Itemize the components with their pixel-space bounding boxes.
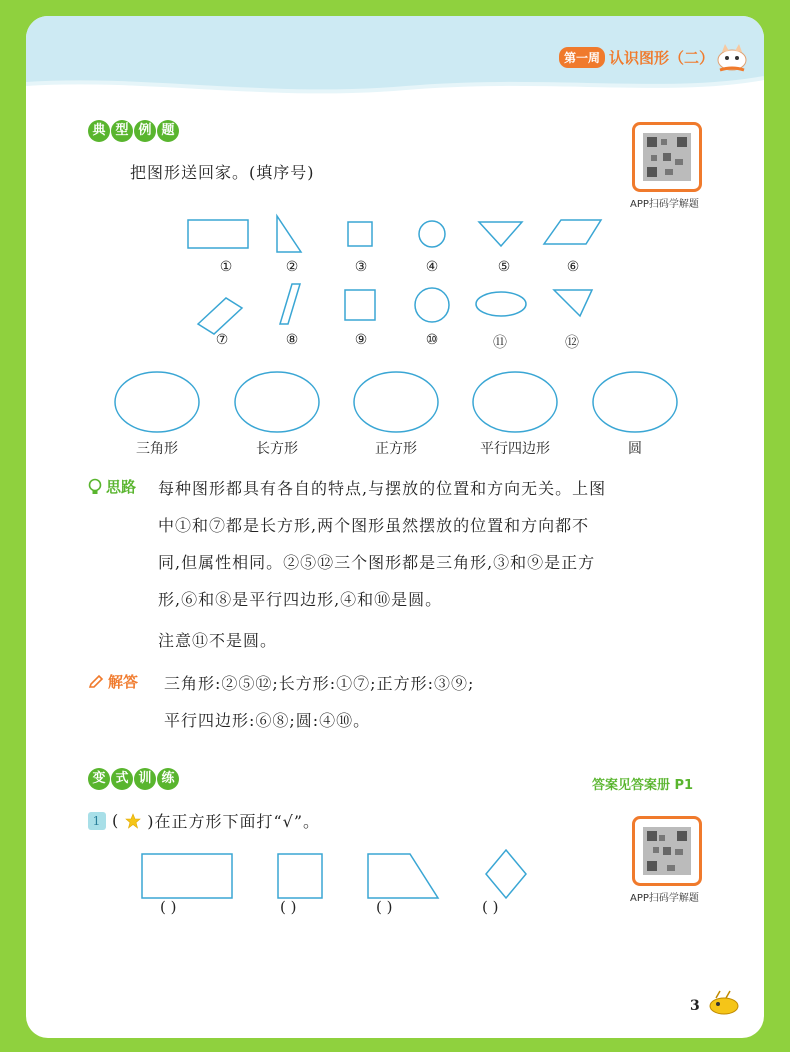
- week-badge: 第一周: [559, 47, 605, 68]
- answer-tag: [88, 671, 138, 692]
- answer-blank[interactable]: ( ): [482, 898, 499, 916]
- shape-label: ⑪: [493, 335, 507, 351]
- home-rectangle: [235, 372, 319, 432]
- thinking-label: 思路: [106, 478, 137, 496]
- home-parallelogram: [473, 372, 557, 432]
- shapes-grid: [176, 212, 616, 352]
- home-label: 三角形: [136, 441, 178, 457]
- star-icon: [125, 813, 141, 829]
- shape-8-parallelogram: [280, 284, 300, 324]
- homes: [106, 368, 706, 438]
- shape-5-triangle: [479, 222, 522, 246]
- thinking-line: 形,⑥和⑧是平行四边形,④和⑩是圆。: [158, 590, 443, 609]
- qr-code[interactable]: [632, 816, 702, 886]
- home-square: [354, 372, 438, 432]
- question-number: 1: [88, 812, 106, 830]
- shape-6-parallelogram: [544, 220, 601, 244]
- practice-shapes: [126, 846, 546, 906]
- answer-reference: 答案见答案册 P1: [592, 778, 694, 793]
- section-char: 式: [111, 768, 133, 790]
- answer-blank[interactable]: ( ): [280, 898, 297, 916]
- home-label: 平行四边形: [480, 441, 550, 457]
- shape-label: ⑩: [425, 332, 439, 348]
- thinking-line: 中①和⑦都是长方形,两个图形虽然摆放的位置和方向都不: [158, 516, 590, 535]
- answer-blank[interactable]: ( ): [376, 898, 393, 916]
- qr-caption: APP扫码学解题: [630, 893, 699, 904]
- question-1: [88, 809, 320, 832]
- mascot-icon: [714, 38, 750, 74]
- page-mascot-icon: [706, 988, 742, 1018]
- shape-label: ②: [285, 259, 299, 275]
- section-char: 变: [88, 768, 110, 790]
- practice-section-title: [88, 768, 179, 790]
- section-char: 练: [157, 768, 179, 790]
- option-rectangle: [142, 854, 232, 898]
- qr-caption: APP扫码学解题: [630, 199, 699, 210]
- section-char: 例: [134, 120, 156, 142]
- instruction: 把图形送回家。(填序号): [130, 163, 315, 182]
- shape-12-triangle: [554, 290, 592, 316]
- lightbulb-icon: [88, 478, 102, 496]
- qr-pattern-icon: [635, 819, 699, 883]
- home-label: 正方形: [375, 441, 417, 457]
- home-triangle: [115, 372, 199, 432]
- answer-label: 解答: [108, 673, 139, 691]
- home-circle: [593, 372, 677, 432]
- shape-label: ⑨: [354, 332, 368, 348]
- thinking-tag: [88, 476, 136, 497]
- thinking-line: 同,但属性相同。②⑤⑫三个图形都是三角形,③和⑨是正方: [158, 553, 596, 572]
- page: [26, 16, 764, 1038]
- shape-3-square: [348, 222, 372, 246]
- shape-1-rectangle: [188, 220, 248, 248]
- chapter-title: 认识图形（二）: [608, 48, 714, 67]
- home-label: 圆: [628, 441, 642, 457]
- shape-label: ⑫: [565, 335, 579, 351]
- home-label: 长方形: [256, 441, 298, 457]
- section-char: 题: [157, 120, 179, 142]
- answer-line: 平行四边形:⑥⑧;圆:④⑩。: [164, 711, 371, 730]
- qr-code[interactable]: [632, 122, 702, 192]
- question-open-paren: (: [112, 811, 120, 830]
- shape-label: ⑥: [566, 259, 580, 275]
- answer-line: 三角形:②⑤⑫;长方形:①⑦;正方形:③⑨;: [164, 674, 475, 693]
- shape-label: ④: [425, 259, 439, 275]
- example-section-title: [88, 120, 179, 142]
- thinking-line: 每种图形都具有各自的特点,与摆放的位置和方向无关。上图: [158, 479, 607, 498]
- answer-blank[interactable]: ( ): [160, 898, 177, 916]
- option-trapezoid: [368, 854, 438, 898]
- shape-label: ⑦: [215, 332, 229, 348]
- shape-7-rectangle: [198, 298, 242, 334]
- shape-10-circle: [415, 288, 449, 322]
- shape-label: ③: [354, 259, 368, 275]
- shape-label: ⑧: [285, 332, 299, 348]
- pencil-icon: [88, 674, 104, 690]
- option-rhombus: [486, 850, 526, 898]
- thinking-line: 注意⑪不是圆。: [158, 631, 278, 650]
- shape-label: ①: [219, 259, 233, 275]
- shape-2-triangle: [277, 216, 301, 252]
- question-text: )在正方形下面打“√”。: [147, 812, 321, 831]
- header-title: [559, 46, 714, 68]
- shape-9-square: [345, 290, 375, 320]
- option-square: [278, 854, 322, 898]
- shape-4-circle: [419, 221, 445, 247]
- section-char: 典: [88, 120, 110, 142]
- section-char: 训: [134, 768, 156, 790]
- qr-pattern-icon: [635, 125, 699, 189]
- page-number: 3: [690, 998, 700, 1014]
- shape-label: ⑤: [497, 259, 511, 275]
- shape-11-ellipse: [476, 292, 526, 316]
- section-char: 型: [111, 120, 133, 142]
